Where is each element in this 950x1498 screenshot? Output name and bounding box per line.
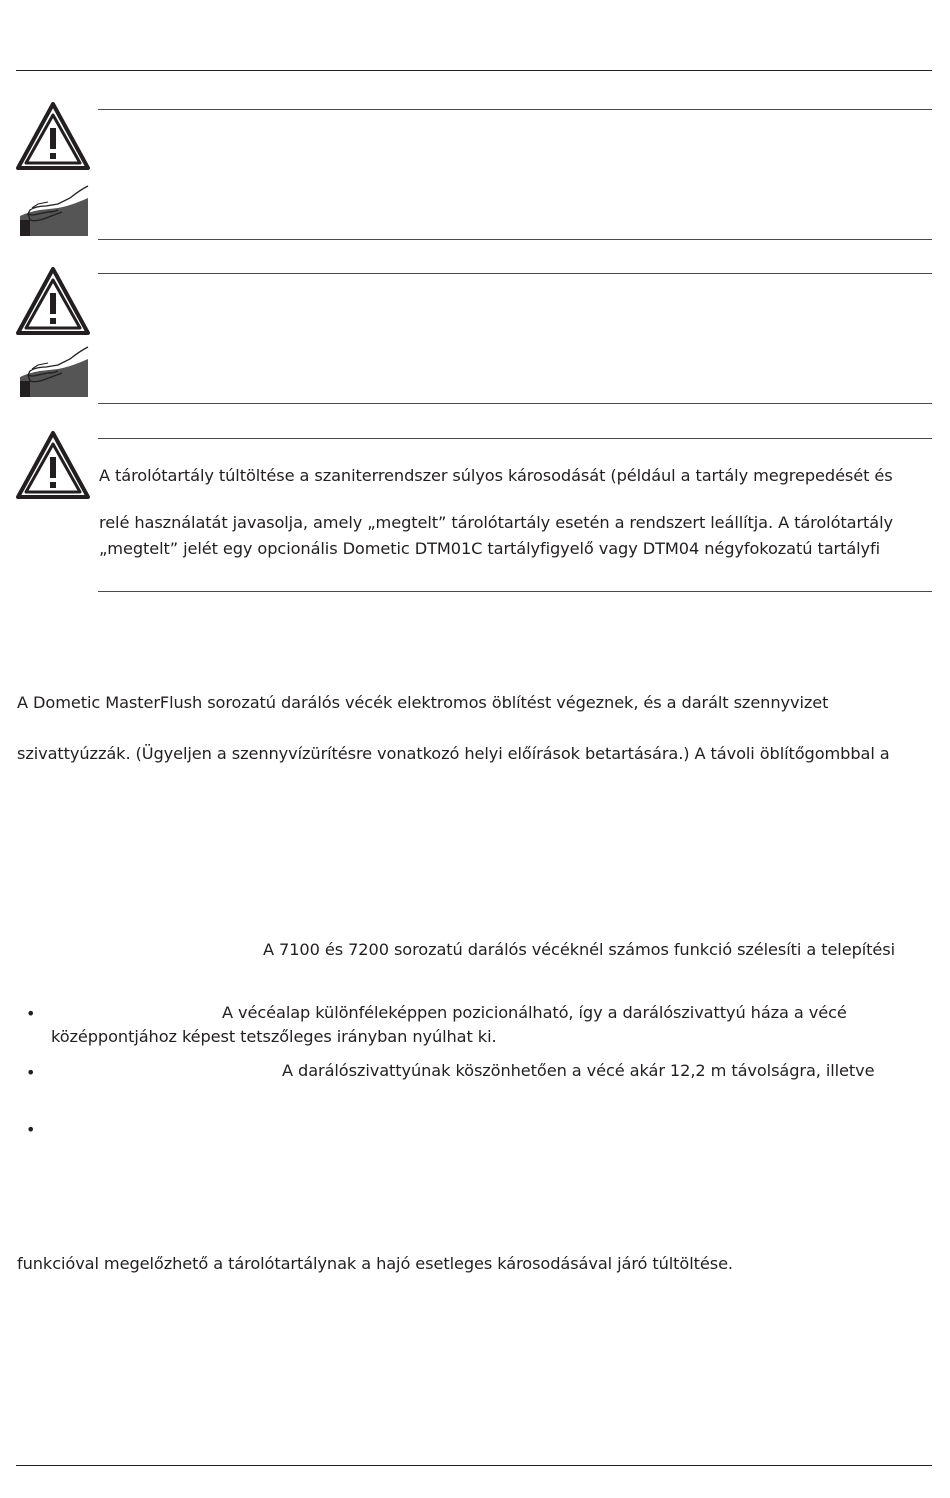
header-rule [16, 70, 932, 71]
intro-line-2: szivattyúzzák. (Ügyeljen a szennyvízürítésre vonatkozó helyi előírások betartására.) A távoli öblítőgombbal a [17, 744, 890, 763]
feature-bullet-3: • [26, 1120, 36, 1139]
feature-bullet-1: • [26, 1004, 36, 1023]
feature-bullet-2: • [26, 1063, 36, 1082]
caution-text-line-3: „megtelt” jelét egy opcionális Dometic DTM01C tartályfigyelő vagy DTM04 négyfokozatú tartályfi [99, 539, 881, 558]
caution-text-line-2: relé használatát javasolja, amely „megtelt” tárolótartály esetén a rendszert leállítja. A tárolótartály [99, 513, 893, 532]
caution-text-line-1: A tárolótartály túltöltése a szaniterrendszer súlyos károsodását (például a tartály megrepedését és [99, 466, 893, 485]
features-intro-line: A 7100 és 7200 sorozatú darálós vécéknél számos funkció szélesíti a telepítési [263, 940, 895, 959]
closing-line: funkcióval megelőzhető a tárolótartálynak a hajó esetleges károsodásával járó túltöltése. [17, 1254, 733, 1273]
block1-bottom-rule [98, 239, 932, 240]
warning-triangle-icon [15, 101, 91, 171]
feature-2-line-1: A darálószivattyúnak köszönhetően a vécé akár 12,2 m távolságra, illetve [282, 1061, 875, 1080]
feature-1-line-2: középpontjához képest tetszőleges irányban nyúlhat ki. [51, 1027, 497, 1046]
feature-1-line-1: A vécéalap különféleképpen pozicionálható, így a darálószivattyú háza a vécé [222, 1003, 847, 1022]
block3-top-rule [98, 438, 932, 439]
block1-top-rule [98, 109, 932, 110]
warning-triangle-icon [15, 266, 91, 336]
block2-bottom-rule [98, 403, 932, 404]
footer-rule [16, 1465, 932, 1466]
block2-top-rule [98, 273, 932, 274]
intro-line-1: A Dometic MasterFlush sorozatú darálós vécék elektromos öblítést végeznek, és a darált szennyvizet [17, 693, 829, 712]
block3-bottom-rule [98, 591, 932, 592]
warning-triangle-icon [15, 430, 91, 500]
hand-in-liquid-icon [18, 345, 90, 399]
hand-in-liquid-icon [18, 184, 90, 238]
